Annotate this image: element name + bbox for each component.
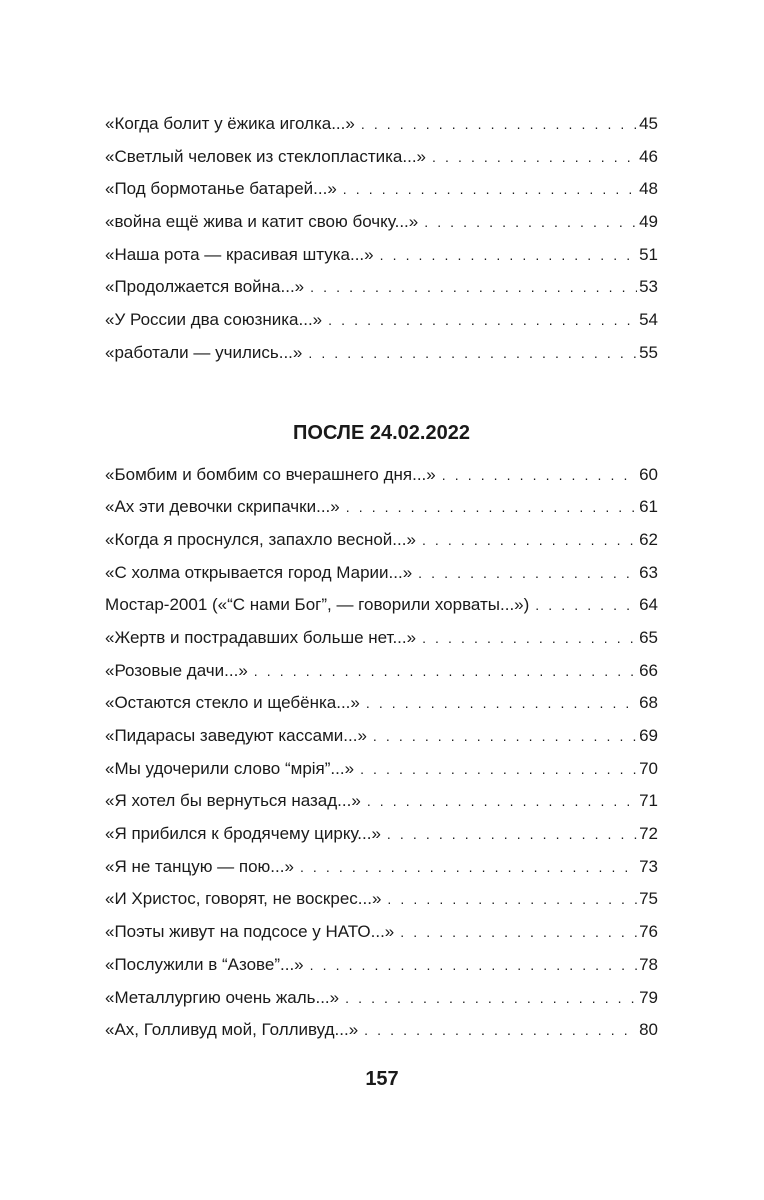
toc-entry	[105, 1014, 658, 1047]
toc-entry-page: 60	[639, 464, 658, 484]
toc-entry-page: 75	[639, 889, 658, 909]
toc-entry-title: «Я хотел бы вернуться назад...»	[105, 791, 361, 811]
toc-leader-dots	[422, 524, 637, 557]
toc-entry-title: Мостар-2001 («“С нами Бог”, — говорили хорваты...»)	[105, 595, 530, 615]
toc-entry-title: «Под бормотанье батарей...»	[105, 179, 337, 199]
toc-entry-page: 54	[639, 310, 658, 330]
toc-leader-dots	[308, 337, 637, 370]
toc-entry-title: «Наша рота — красивая штука...»	[105, 244, 374, 264]
toc-leader-dots	[360, 753, 637, 786]
toc-entry	[105, 622, 658, 655]
toc-entry-page: 76	[639, 922, 658, 942]
section-heading: ПОСЛЕ 24.02.2022	[293, 421, 470, 444]
toc-entry-title: «Бомбим и бомбим со вчерашнего дня...»	[105, 464, 436, 484]
toc-entry	[105, 239, 658, 272]
toc-entry-page: 70	[639, 758, 658, 778]
toc-entry	[105, 589, 658, 622]
toc-list-part2	[105, 459, 658, 1047]
toc-entry-page: 55	[639, 342, 658, 362]
toc-entry-title: «У России два союзника...»	[105, 310, 323, 330]
toc-entry-title: «Металлургию очень жаль...»	[105, 987, 340, 1007]
toc-entry	[105, 108, 658, 141]
toc-entry-title: «С холма открывается город Марии...»	[105, 562, 413, 582]
toc-list-part1	[105, 108, 658, 370]
toc-entry-page: 64	[639, 595, 658, 615]
toc-entry-page: 61	[639, 497, 658, 517]
toc-entry-page: 62	[639, 529, 658, 549]
toc-entry-page: 69	[639, 726, 658, 745]
toc-leader-dots	[328, 304, 637, 337]
toc-page	[105, 108, 658, 1047]
toc-leader-dots	[343, 173, 637, 206]
toc-entry	[105, 851, 658, 884]
toc-entry	[105, 687, 658, 720]
toc-entry-page: 71	[639, 791, 658, 811]
toc-entry	[105, 655, 658, 688]
toc-entry	[105, 557, 658, 590]
toc-leader-dots	[366, 687, 637, 720]
toc-entry-page: 46	[639, 146, 658, 166]
toc-entry	[105, 785, 658, 818]
toc-entry	[105, 524, 658, 557]
toc-entry-title: «Ах, Голливуд мой, Голливуд...»	[105, 1020, 359, 1040]
toc-leader-dots	[345, 982, 637, 1015]
toc-entry-page: 68	[639, 693, 658, 713]
toc-leader-dots	[418, 557, 637, 590]
toc-entry	[105, 459, 658, 492]
toc-entry	[105, 949, 658, 982]
toc-entry-page: 79	[639, 987, 658, 1007]
toc-leader-dots	[424, 206, 637, 239]
toc-entry	[105, 173, 658, 206]
toc-entry-title: «Светлый человек из стеклопластика...»	[105, 146, 427, 166]
toc-entry	[105, 337, 658, 370]
toc-leader-dots	[310, 949, 637, 982]
toc-entry-title: «Остаются стекло и щебёнка...»	[105, 693, 360, 713]
toc-entry-page: 49	[639, 212, 658, 232]
toc-leader-dots	[367, 785, 637, 818]
toc-leader-dots	[387, 818, 637, 851]
toc-entry-page: 72	[639, 824, 658, 844]
toc-entry-title: «Розовые дачи...»	[105, 660, 248, 680]
toc-entry-title: «И Христос, говорят, не воскрес...»	[105, 889, 382, 909]
toc-entry	[105, 271, 658, 304]
toc-leader-dots	[442, 459, 637, 492]
toc-entry-title: «война ещё жива и катит свою бочку...»	[105, 212, 419, 232]
toc-entry	[105, 491, 658, 524]
toc-entry-page: 63	[639, 562, 658, 582]
page-number: 157	[365, 1068, 399, 1090]
toc-entry	[105, 720, 658, 753]
toc-leader-dots	[432, 141, 637, 174]
toc-entry-page: 78	[639, 954, 658, 974]
toc-entry-title: «Мы удочерили слово “мрія”...»	[105, 758, 355, 778]
toc-entry-title: «Послужили в “Азове”...»	[105, 954, 304, 974]
toc-entry-title: «Когда болит у ёжика иголка...»	[105, 114, 355, 133]
toc-leader-dots	[300, 851, 637, 884]
toc-entry-page: 73	[639, 856, 658, 876]
toc-leader-dots	[380, 239, 637, 272]
toc-leader-dots	[364, 1014, 637, 1047]
toc-entry-title: «работали — учились...»	[105, 342, 303, 362]
toc-entry-title: «Жертв и пострадавших больше нет...»	[105, 627, 417, 647]
toc-leader-dots	[310, 271, 637, 304]
toc-entry-page: 66	[639, 660, 658, 680]
toc-entry	[105, 982, 658, 1015]
toc-entry-title: «Я не танцую — пою...»	[105, 856, 294, 876]
toc-entry-title: «Пидарасы заведуют кассами...»	[105, 726, 367, 745]
toc-entry	[105, 206, 658, 239]
toc-entry	[105, 304, 658, 337]
toc-leader-dots	[373, 720, 637, 753]
toc-entry-title: «Поэты живут на подсосе у НАТО...»	[105, 922, 395, 942]
toc-entry-title: «Когда я проснулся, запахло весной...»	[105, 529, 416, 549]
toc-entry	[105, 916, 658, 949]
toc-entry-page: 51	[639, 244, 658, 264]
toc-leader-dots	[400, 916, 637, 949]
toc-entry	[105, 883, 658, 916]
toc-entry-page: 80	[639, 1020, 658, 1040]
toc-leader-dots	[535, 589, 637, 622]
toc-entry	[105, 141, 658, 174]
toc-entry-page: 65	[639, 627, 658, 647]
toc-entry	[105, 753, 658, 786]
toc-entry	[105, 818, 658, 851]
toc-leader-dots	[361, 108, 637, 141]
toc-entry-page: 48	[639, 179, 658, 199]
toc-entry-title: «Продолжается война...»	[105, 277, 305, 297]
toc-entry-title: «Ах эти девочки скрипачки...»	[105, 497, 340, 517]
toc-entry-page: 53	[639, 277, 658, 297]
toc-leader-dots	[387, 883, 637, 916]
toc-leader-dots	[346, 491, 637, 524]
toc-leader-dots	[254, 655, 637, 688]
toc-entry-page: 45	[639, 114, 658, 133]
toc-entry-title: «Я прибился к бродячему цирку...»	[105, 824, 381, 844]
toc-leader-dots	[422, 622, 637, 655]
